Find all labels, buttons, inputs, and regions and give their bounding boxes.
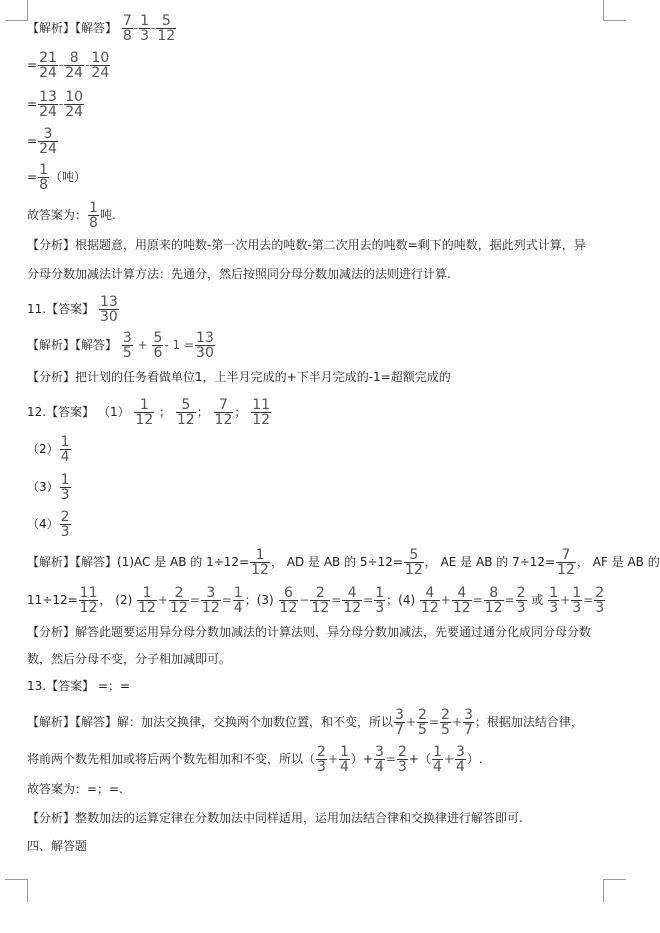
- fraction: $\frac{3}{4}$: [374, 744, 384, 775]
- fraction: $\frac{2}{12}$: [311, 585, 330, 616]
- fraction: $\frac{7}{8}$: [122, 13, 132, 44]
- s1-line-4: = $\frac{3}{24}$: [27, 126, 57, 157]
- fraction: $\frac{21}{24}$: [39, 50, 57, 81]
- q11-solution: 【解析】【解答】 $\frac{3}{5}$ + $\frac{5}{6}$ - 1 = $\frac{13}{30}$: [27, 330, 214, 361]
- fraction: $\frac{3}{4}$: [455, 744, 465, 775]
- fraction: $\frac{13}{24}$: [39, 89, 57, 120]
- s1-line-3: = $\frac{13}{24}$ - $\frac{10}{24}$: [27, 89, 84, 120]
- fraction: $\frac{1}{4}$: [432, 744, 442, 775]
- fraction: $\frac{8}{12}$: [484, 585, 503, 616]
- q12-answer-2: （2） $\frac{1}{4}$: [27, 434, 70, 465]
- fraction: $\frac{2}{5}$: [418, 707, 427, 738]
- fraction: $\frac{1}{3}$: [375, 585, 385, 616]
- q12-analysis-2: 数，然后分母不变，分子相加减即可。: [27, 652, 232, 666]
- fraction: $\frac{11}{12}$: [252, 397, 271, 428]
- fraction: $\frac{1}{8}$: [89, 200, 98, 231]
- fraction: $\frac{1}{3}$: [572, 585, 582, 616]
- fraction: $\frac{5}{12}$: [404, 547, 423, 578]
- corner-mark-top-right: [603, 0, 626, 21]
- fraction: $\frac{2}{12}$: [170, 585, 188, 616]
- q13-answer: 13.【答案】 =；=: [27, 679, 131, 693]
- fraction: $\frac{13}{30}$: [99, 294, 118, 325]
- q11-analysis: 【分析】把计划的任务看做单位1，上半月完成的+下半月完成的-1=超额完成的: [27, 370, 451, 384]
- q12-answer-1: 12.【答案】 （1） $\frac{1}{12}$ ； $\frac{5}{12}$ ； $\frac{7}{12}$ ； $\frac{11}{12}$: [27, 397, 271, 428]
- fraction: $\frac{1}{8}$: [39, 162, 48, 193]
- q12-answer-3: （3） $\frac{1}{3}$: [27, 472, 70, 503]
- section-heading: 四、解答题: [27, 839, 88, 853]
- fraction: $\frac{10}{24}$: [65, 89, 84, 120]
- fraction: $\frac{10}{24}$: [91, 50, 110, 81]
- fraction: $\frac{1}{3}$: [549, 585, 559, 616]
- fraction: $\frac{2}{5}$: [441, 707, 450, 738]
- fraction: $\frac{1}{12}$: [138, 585, 156, 616]
- fraction: $\frac{2}{3}$: [595, 585, 605, 616]
- q12-solution-2: 11÷12= $\frac{11}{12}$ ， (2) $\frac{1}{12}$ + $\frac{2}{12}$ = $\frac{3}{12}$ = $\frac{1}{4}$ ；(3) $\frac{6}{12}$ − $\frac{2}{12}$ = $\frac{4}{12}$ = $\frac{1}{3}$ ；(4) $\frac{4}{12}$ + $\frac{4}{12}$ = $\frac{8}{12}$ = $\frac{2}{3}$ 或 $\frac{1}{3}$ + $\frac{1}{3}$ = $\frac{2}{3}$: [27, 585, 605, 616]
- fraction: $\frac{5}{6}$: [153, 330, 163, 361]
- fraction: $\frac{3}{5}$: [122, 330, 132, 361]
- fraction: $\frac{4}{12}$: [420, 585, 439, 616]
- fraction: $\frac{2}{3}$: [516, 585, 526, 616]
- fraction: $\frac{1}{12}$: [251, 547, 269, 578]
- fraction: $\frac{1}{12}$: [135, 397, 154, 428]
- corner-mark-top-left: [5, 0, 28, 21]
- q11-answer: 11.【答案】 $\frac{13}{30}$: [27, 294, 118, 325]
- fraction: $\frac{5}{12}$: [157, 13, 176, 44]
- q13-solution-2: 将前两个数先相加或将后两个数先相加和不变，所以（ $\frac{2}{3}$ + $\frac{1}{4}$ ）+ $\frac{3}{4}$ = $\frac{2}{3}$ +（ $\frac{1}{4}$ + $\frac{3}{4}$ ）.: [27, 744, 483, 775]
- q12-solution-1: 【解析】【解答】(1)AC 是 AB 的 1÷12= $\frac{1}{12}$ ， AD 是 AB 的 5÷12= $\frac{5}{12}$ ， AE 是 AB 的 7÷12= $\frac{7}{12}$ ， AF 是 AB 的: [27, 547, 660, 578]
- s1-answer: 故答案为： $\frac{1}{8}$ 吨.: [27, 200, 116, 231]
- fraction: $\frac{13}{30}$: [196, 330, 214, 361]
- fraction: $\frac{1}{3}$: [140, 13, 150, 44]
- q13-analysis: 【分析】整数加法的运算定律在分数加法中同样适用，运用加法结合律和交换律进行解答即可.: [27, 811, 523, 825]
- fraction: $\frac{5}{12}$: [176, 397, 195, 428]
- fraction: $\frac{7}{12}$: [557, 547, 575, 578]
- fraction: $\frac{1}{4}$: [60, 434, 70, 465]
- q13-answer-line: 故答案为：=；=.: [27, 782, 123, 796]
- fraction: $\frac{7}{12}$: [214, 397, 233, 428]
- q13-solution-1: 【解析】【解答】解：加法交换律，交换两个加数位置，和不变，所以 $\frac{3}{7}$ + $\frac{2}{5}$ = $\frac{2}{5}$ + $\frac{3}{7}$ ；根据加法结合律，: [27, 707, 583, 738]
- fraction: $\frac{4}{12}$: [343, 585, 362, 616]
- fraction: $\frac{3}{24}$: [39, 126, 57, 157]
- fraction: $\frac{4}{12}$: [452, 585, 471, 616]
- s1-analysis-1: 【分析】根据题意，用原来的吨数-第一次用去的吨数-第二次用去的吨数=剩下的吨数，据此列式计算，异: [27, 238, 586, 252]
- fraction: $\frac{2}{3}$: [60, 509, 70, 540]
- s1-line-1: 【解析】【解答】 $\frac{7}{8}$ - $\frac{1}{3}$ - $\frac{5}{12}$: [27, 13, 176, 44]
- s1-line-5: = $\frac{1}{8}$ （吨）: [27, 162, 86, 193]
- corner-mark-bottom-left: [5, 879, 28, 902]
- s1-analysis-2: 分母分数加减法计算方法：先通分，然后按照同分母分数加减法的法则进行计算.: [27, 267, 451, 281]
- fraction: $\frac{3}{7}$: [395, 707, 404, 738]
- q12-analysis-1: 【分析】解答此题要运用异分母分数加减法的计算法则，异分母分数加减法，先要通过通分化成同分母分数: [27, 625, 592, 639]
- s1-line-2: = $\frac{21}{24}$ - $\frac{8}{24}$ - $\frac{10}{24}$: [27, 50, 110, 81]
- fraction: $\frac{1}{4}$: [340, 744, 349, 775]
- fraction: $\frac{2}{3}$: [317, 744, 326, 775]
- q12-answer-4: （4） $\frac{2}{3}$: [27, 509, 70, 540]
- fraction: $\frac{8}{24}$: [65, 50, 84, 81]
- fraction: $\frac{2}{3}$: [397, 744, 407, 775]
- fraction: $\frac{3}{7}$: [464, 707, 473, 738]
- fraction: $\frac{1}{4}$: [233, 585, 243, 616]
- fraction: $\frac{6}{12}$: [279, 585, 298, 616]
- corner-mark-bottom-right: [603, 879, 626, 902]
- fraction: $\frac{3}{12}$: [201, 585, 220, 616]
- fraction: $\frac{11}{12}$: [79, 585, 98, 616]
- fraction: $\frac{1}{3}$: [60, 472, 70, 503]
